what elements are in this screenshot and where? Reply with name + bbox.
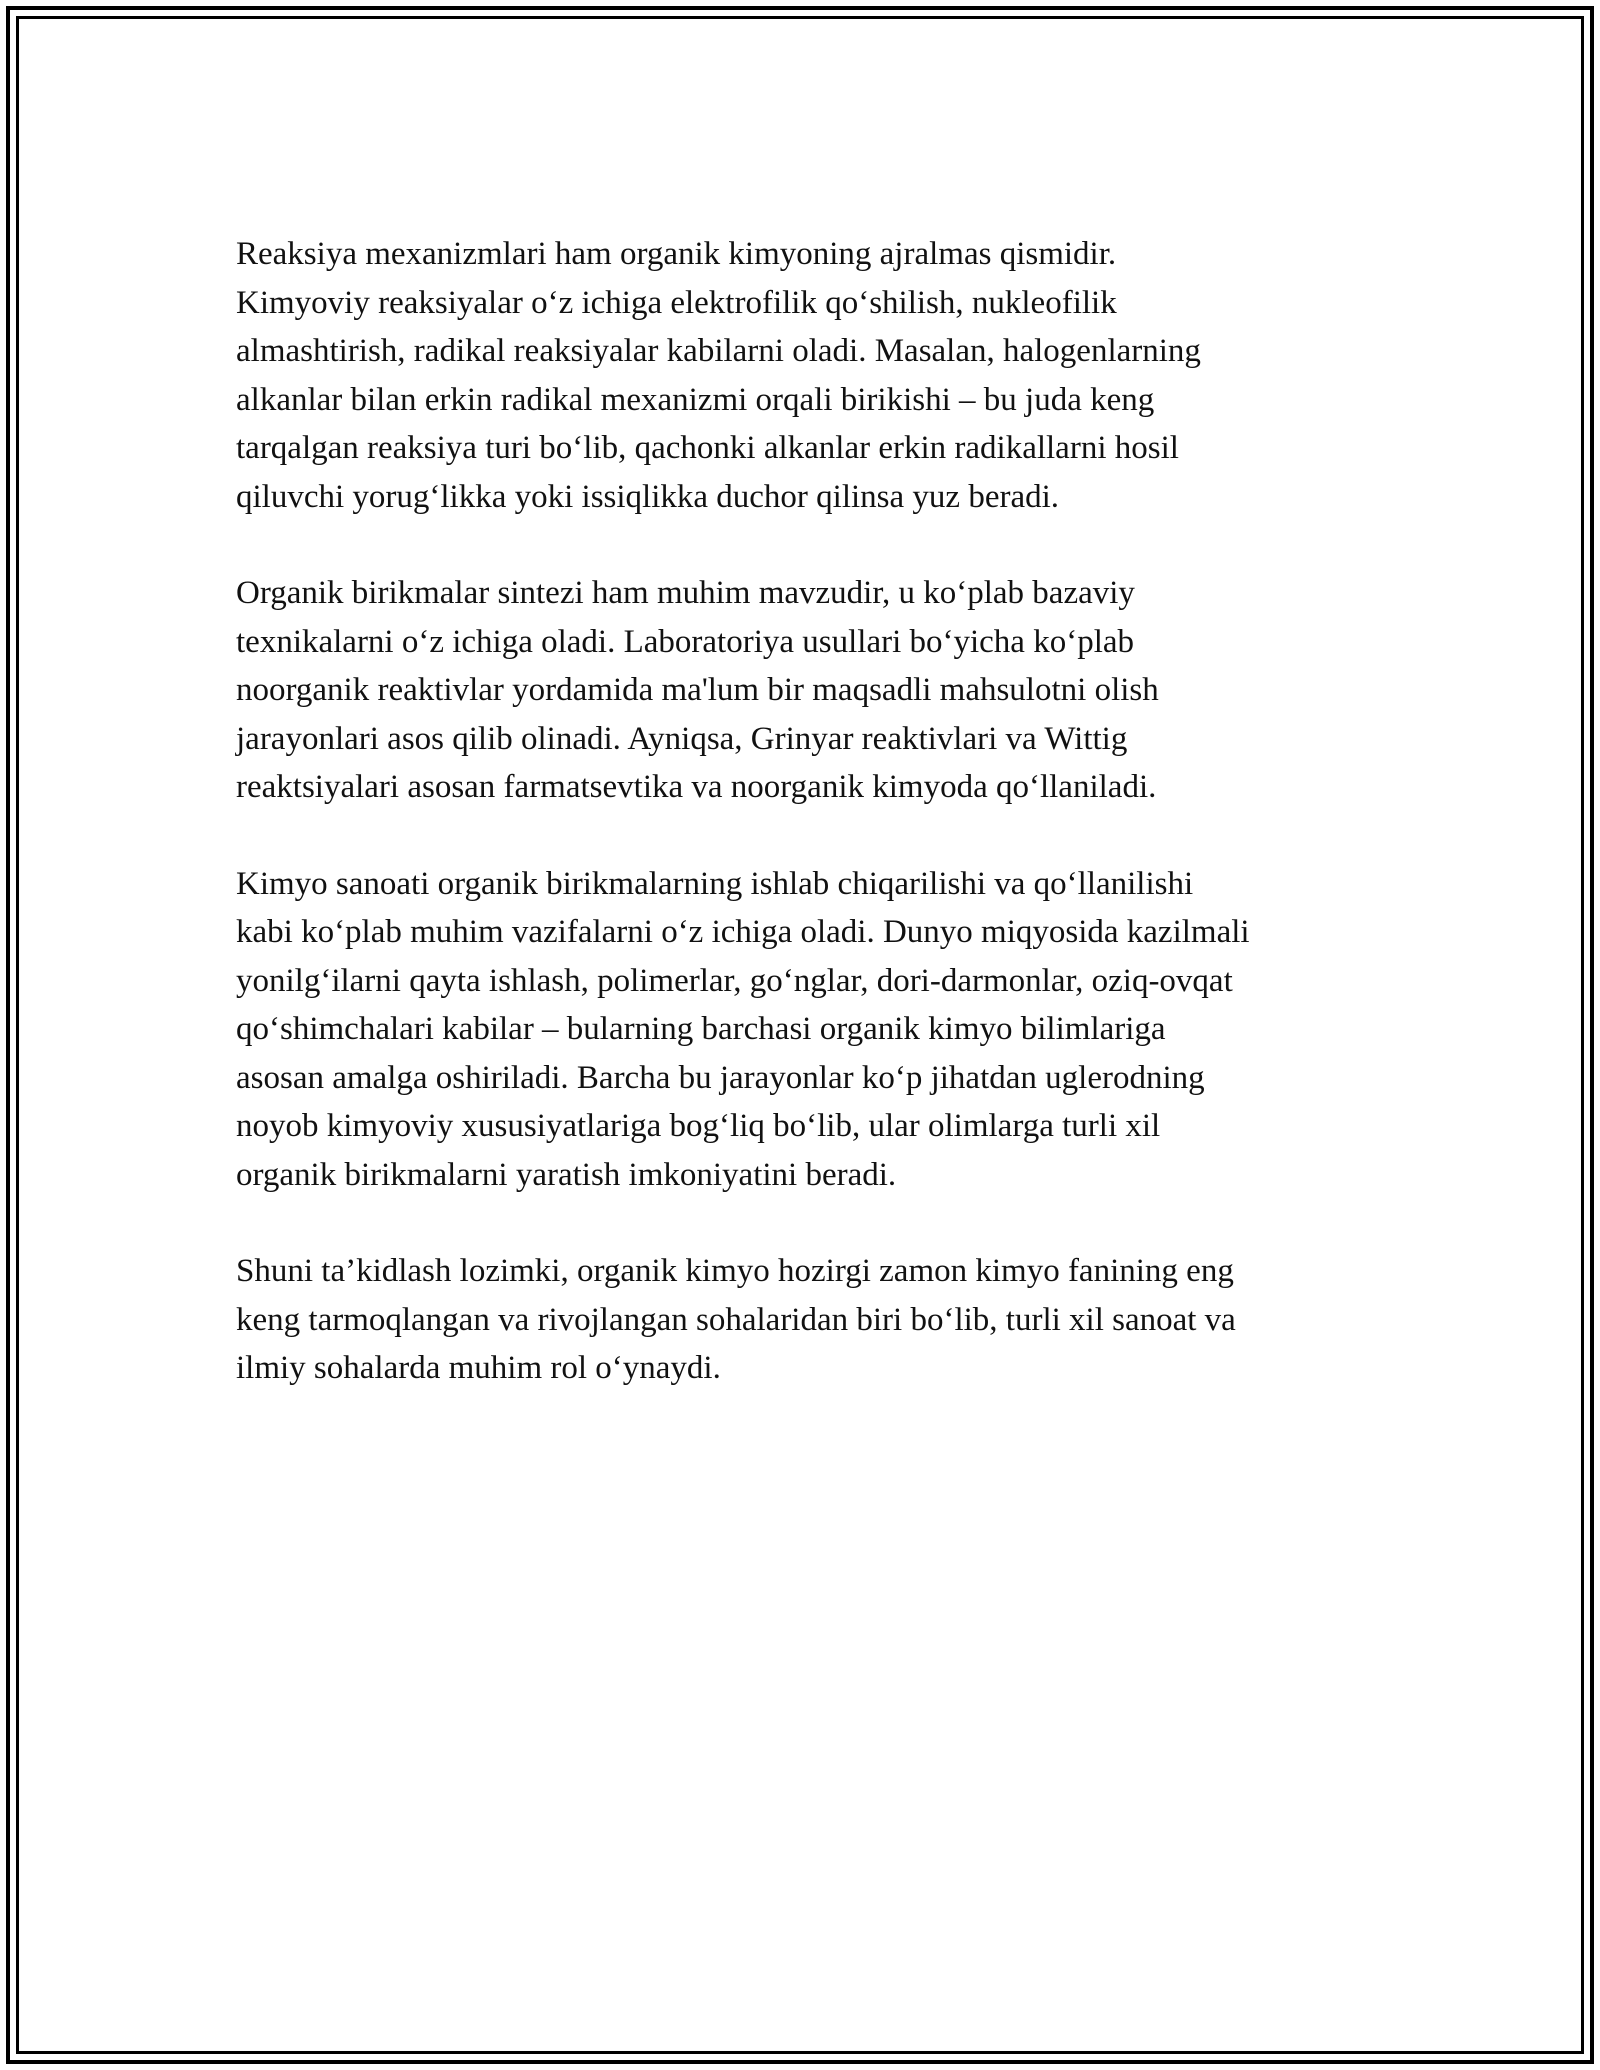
- text-line: noyob kimyoviy xususiyatlariga bog‘liq bo‘lib, ular olimlarga turli xil: [236, 1108, 1161, 1144]
- text-line: noorganik reaktivlar yordamida ma'lum bir maqsadli mahsulotni olish: [236, 672, 1159, 708]
- text-line: alkanlar bilan erkin radikal mexanizmi orqali birikishi – bu juda keng: [236, 381, 1155, 418]
- text-line: keng tarmoqlangan va rivojlangan sohalaridan biri bo‘lib, turli xil sanoat va: [236, 1301, 1236, 1338]
- text-line: kabi ko‘plab muhim vazifalarni o‘z ichiga oladi. Dunyo miqyosida kazilmali: [236, 914, 1250, 950]
- text-line: Shuni ta’kidlash lozimki, organik kimyo hozirgi zamon kimyo fanining eng: [236, 1253, 1234, 1289]
- text-line: almashtirish, radikal reaksiyalar kabilarni oladi. Masalan, halogenlarning: [236, 333, 1201, 369]
- text-line: yonilg‘ilarni qayta ishlash, polimerlar, go‘nglar, dori-darmonlar, oziq-ovqat: [236, 962, 1233, 999]
- document-body: [236, 230, 1376, 1441]
- text-line: tarqalgan reaksiya turi bo‘lib, qachonki alkanlar erkin radikallarni hosil: [236, 430, 1179, 466]
- text-line: qiluvchi yorug‘likka yoki issiqlikka duchor qilinsa yuz beradi.: [236, 478, 1060, 515]
- text-line: Kimyo sanoati organik birikmalarning ishlab chiqarilishi va qo‘llanilishi: [236, 865, 1194, 902]
- text-line: organik birikmalarni yaratish imkoniyatini beradi.: [236, 1156, 897, 1193]
- paragraph-conclusion: [236, 1247, 1376, 1393]
- text-line: Reaksiya mexanizmlari ham organik kimyoning ajralmas qismidir.: [236, 236, 1117, 272]
- text-line: Organik birikmalar sintezi ham muhim mavzudir, u ko‘plab bazaviy: [236, 575, 1135, 611]
- text-line: Kimyoviy reaksiyalar o‘z ichiga elektrofilik qo‘shilish, nukleofilik: [236, 284, 1117, 321]
- text-line: qo‘shimchalari kabilar – bularning barchasi organik kimyo bilimlariga: [236, 1011, 1166, 1047]
- text-line: texnikalarni o‘z ichiga oladi. Laboratoriya usullari bo‘yicha ko‘plab: [236, 623, 1135, 660]
- text-line: ilmiy sohalarda muhim rol o‘ynaydi.: [236, 1350, 721, 1386]
- paragraph-chemical-industry: [236, 860, 1376, 1200]
- text-line: jarayonlari asos qilib olinadi. Ayniqsa, Grinyar reaktivlari va Wittig: [236, 720, 1128, 757]
- paragraph-reaction-mechanisms: [236, 230, 1376, 521]
- text-line: reaktsiyalari asosan farmatsevtika va noorganik kimyoda qo‘llaniladi.: [236, 769, 1157, 805]
- paragraph-organic-synthesis: [236, 569, 1376, 812]
- text-line: asosan amalga oshiriladi. Barcha bu jarayonlar ko‘p jihatdan uglerodning: [236, 1059, 1205, 1096]
